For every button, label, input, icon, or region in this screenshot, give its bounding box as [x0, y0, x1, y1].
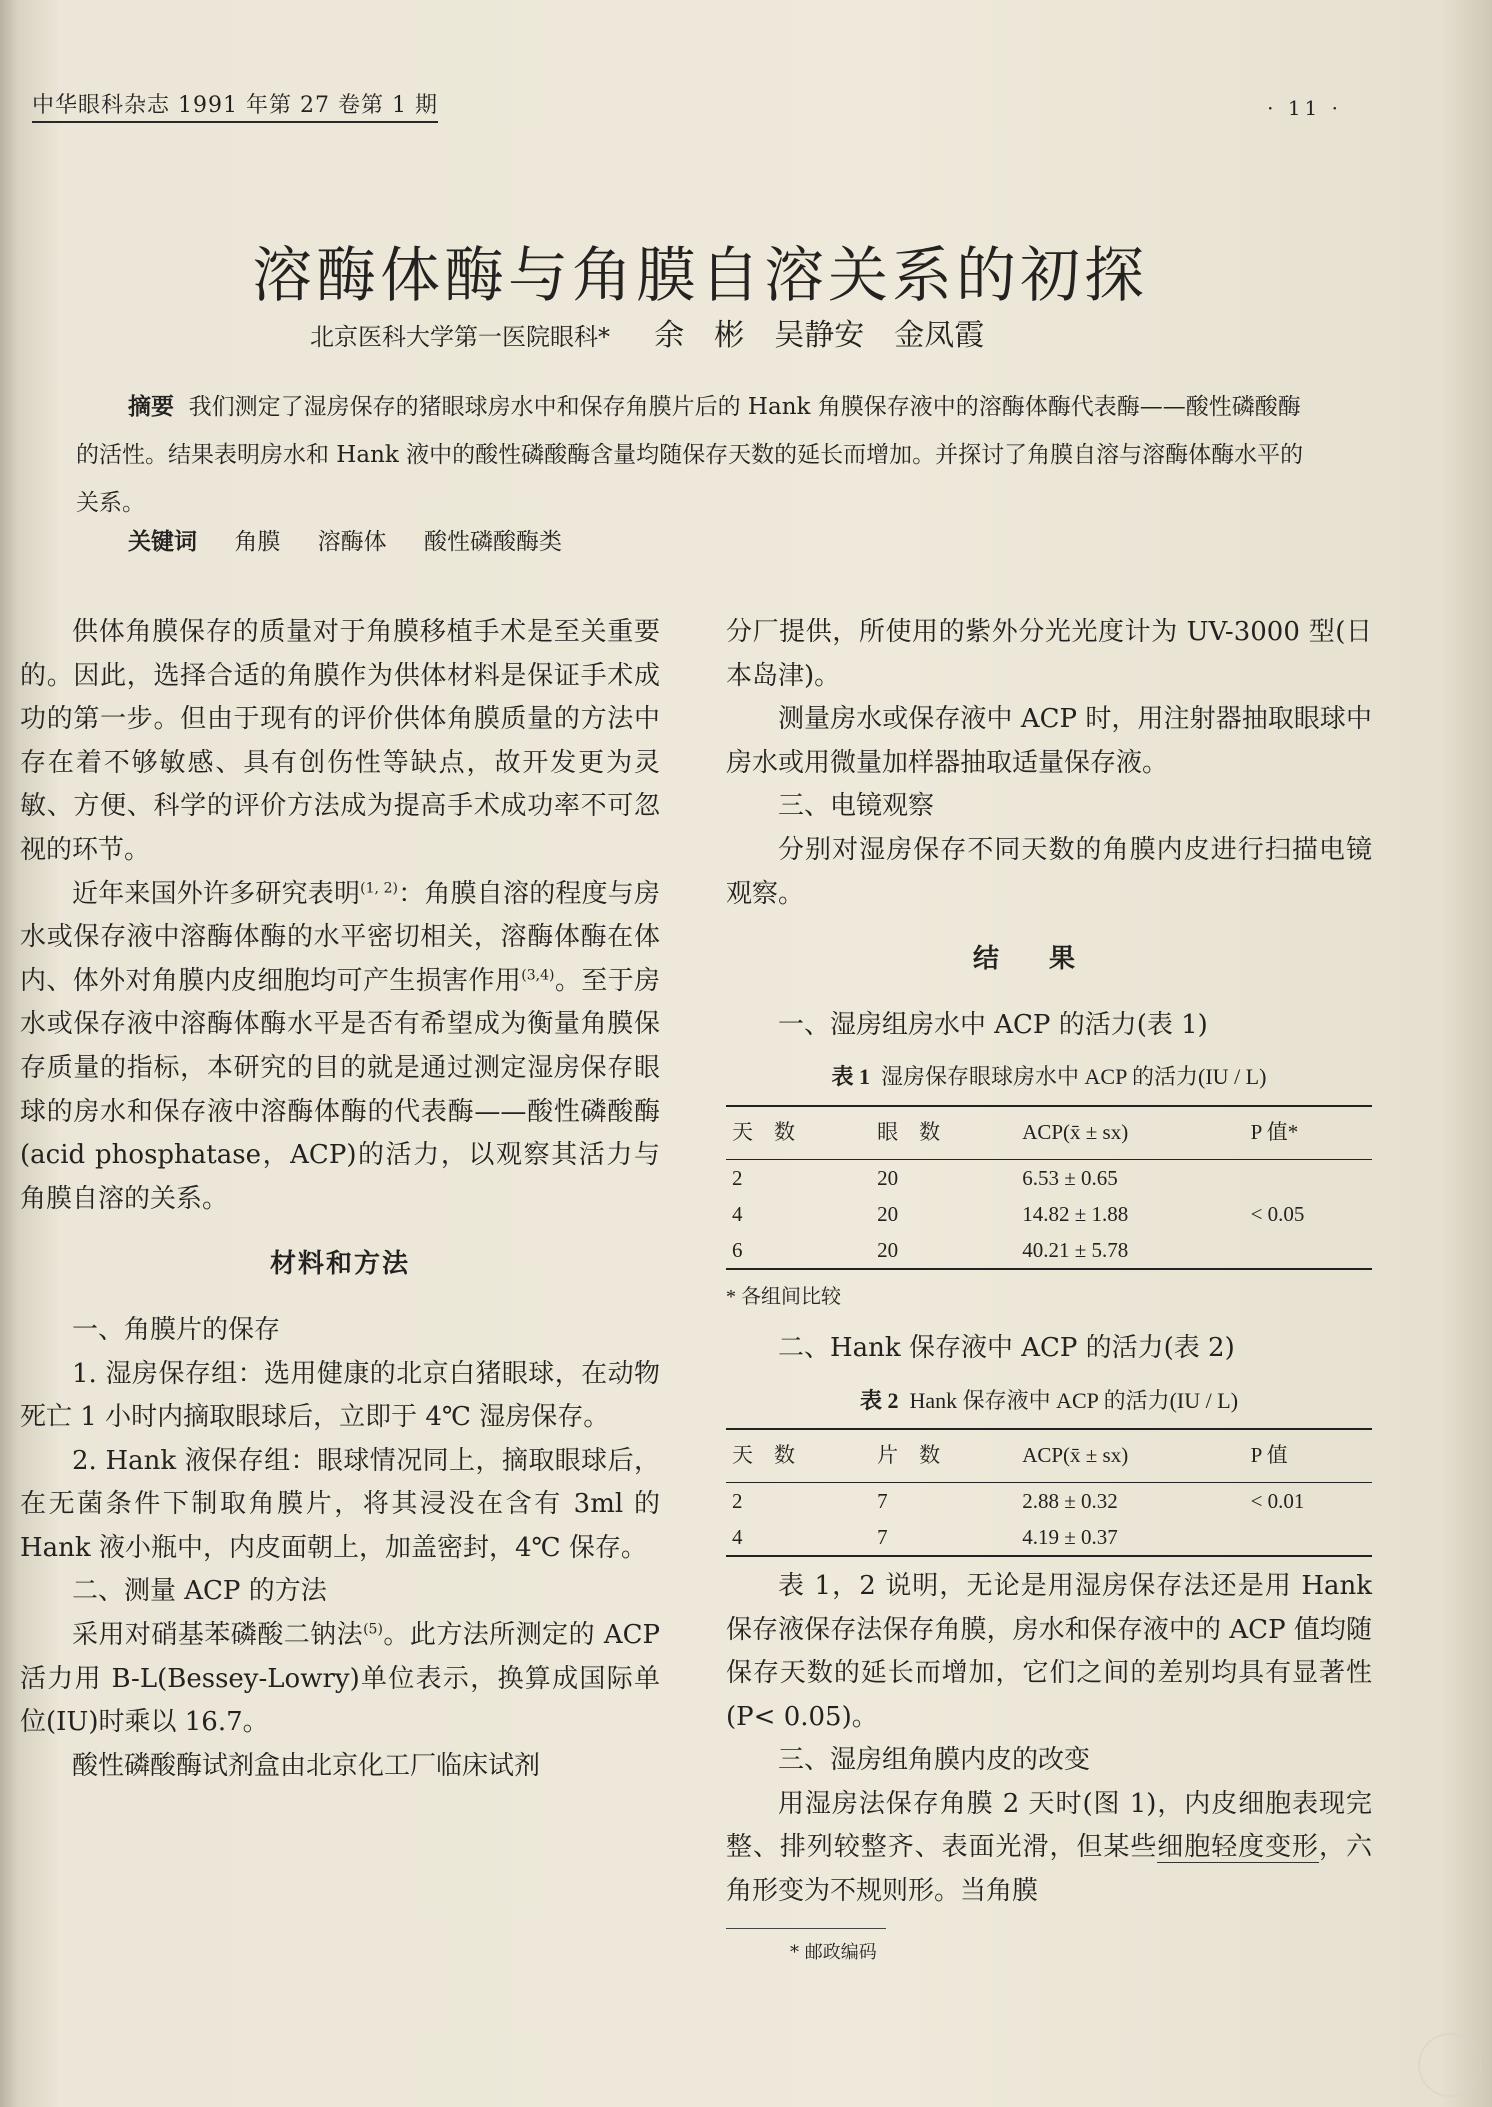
subsection-heading: 三、电镜观察 — [778, 791, 935, 822]
abstract-text: 我们测定了湿房保存的猪眼球房水中和保存角膜片后的 Hank 角膜保存液中的溶酶体酶代表酶——酸性磷酸酶的活性。结果表明房水和 Hank 液中的酸性磷酸酶含量均随保存天数的延长而增加。并探讨了角膜自溶与溶酶体酶水平的关系。 — [76, 394, 1304, 516]
subsection-heading: 一、角膜片的保存 — [72, 1314, 281, 1345]
methods-paragraph: 分厂提供，所使用的紫外分光光度计为 UV-3000 型(日本岛津)。 — [726, 617, 1372, 691]
intro-paragraph: 供体角膜保存的质量对于角膜移植手术是至关重要的。因此，选择合适的角膜作为供体材料是保证手术成功的第一步。但由于现有的评价供体角膜质量的方法中存在着不够敏感、具有创伤性等缺点，故开发更为灵敏、方便、科学的评价方法成为提高手术成功率不可忽视的环节。 — [20, 617, 660, 865]
results-paragraph: 表 1，2 说明，无论是用湿房保存法还是用 Hank 保存液保存法保存角膜，房水和保存液中的 ACP 值均随保存天数的延长而增加，它们之间的差别均具有显著性(P< 0.05)。 — [726, 1570, 1372, 1732]
methods-paragraph: 酸性磷酸酶试剂盒由北京化工厂临床试剂 — [72, 1750, 541, 1781]
table-header: P 值* — [1245, 1106, 1372, 1159]
table-header: 片 数 — [871, 1429, 1016, 1482]
table-header: P 值 — [1245, 1429, 1372, 1482]
footnote: * 邮政编码 — [790, 1942, 877, 1963]
subsection-heading: 三、湿房组角膜内皮的改变 — [778, 1745, 1091, 1776]
left-column — [20, 611, 660, 1788]
table-2 — [726, 1379, 1372, 1557]
table-header: 天 数 — [726, 1429, 871, 1482]
section-heading-results: 结果 — [972, 944, 1125, 975]
keyword: 酸性磷酸酶类 — [423, 529, 562, 555]
methods-paragraph: 分别对湿房保存不同天数的角膜内皮进行扫描电镜观察。 — [726, 834, 1372, 909]
table-row: 2 7 2.88 ± 0.32 < 0.01 — [732, 1488, 1305, 1513]
author-names: 余 彬 吴静安 金凤霞 — [654, 318, 985, 353]
section-heading-methods: 材料和方法 — [269, 1249, 410, 1280]
table-caption: 表 1 湿房保存眼球房水中 ACP 的活力(IU / L) — [831, 1064, 1267, 1090]
table-header: ACP(x̄ ± sx) — [1016, 1106, 1244, 1159]
table-1 — [726, 1055, 1372, 1319]
intro-paragraph: 近年来国外许多研究表明$^{(1, 2)}$：角膜自溶的程度与房水或保存液中溶酶体酶的水平密切相关，溶酶体酶在体内、体外对角膜内皮细胞均可产生损害作用$^{(3,4)}$。至于房水或保存液中溶酶体酶水平是否有希望成为衡量角膜保存质量的指标，本研究的目的就是通过测定湿房保存眼球的房水和保存液中溶酶体酶的代表酶——酸性磷酸酶(acid phosphatase，ACP)的活力，以观察其活力与角膜自溶的关系。 — [20, 878, 660, 1214]
article-title: 溶酶体酶与角膜自溶关系的初探 — [252, 241, 1148, 312]
keywords — [128, 523, 562, 556]
subsection-heading: 二、测量 ACP 的方法 — [72, 1576, 327, 1607]
journal-header: 中华眼科杂志 1991 年第 27 卷第 1 期 — [32, 88, 438, 123]
citation: (5) — [363, 1621, 383, 1638]
keyword: 溶酶体 — [317, 529, 387, 555]
table-row: 4 20 14.82 ± 1.88 < 0.05 — [732, 1201, 1305, 1226]
abstract — [76, 383, 1316, 527]
citation: (1, 2) — [360, 879, 399, 896]
keyword: 角膜 — [234, 529, 281, 555]
methods-paragraph: 1. 湿房保存组：选用健康的北京白猪眼球，在动物死亡 1 小时内摘取眼球后，立即于 4℃ 湿房保存。 — [20, 1358, 660, 1433]
methods-paragraph: 采用对硝基苯磷酸二钠法$^{(5)}$。此方法所测定的 ACP 活力用 B-L(Bessey-Lowry)单位表示，换算成国际单位(IU)时乘以 16.7。 — [20, 1620, 660, 1738]
subsection-heading: 一、湿房组房水中 ACP 的活力(表 1) — [778, 1009, 1208, 1040]
table-header: ACP(x̄ ± sx) — [1016, 1429, 1244, 1482]
abstract-label: 摘要 — [128, 393, 174, 420]
footnote-rule — [726, 1928, 886, 1929]
subsection-heading: 二、Hank 保存液中 ACP 的活力(表 2) — [778, 1333, 1235, 1364]
results-paragraph: 用湿房法保存角膜 2 天时(图 1)，内皮细胞表现完整、排列较整齐、表面光滑，但某些细胞轻度变形，六角形变为不规则形。当角膜 — [726, 1788, 1372, 1907]
table-row: 4 7 4.19 ± 0.37 — [726, 1519, 1372, 1556]
table-header: 眼 数 — [871, 1106, 1016, 1159]
page-number: · 11 · — [1267, 96, 1342, 120]
methods-paragraph: 2. Hank 液保存组：眼球情况同上，摘取眼球后，在无菌条件下制取角膜片，将其浸没在含有 3ml 的 Hank 液小瓶中，内皮面朝上，加盖密封，4℃ 保存。 — [20, 1445, 660, 1563]
right-column — [726, 611, 1372, 1914]
affiliation: 北京医科大学第一医院眼科* — [310, 323, 610, 351]
table-row: 2 20 6.53 ± 0.65 — [732, 1165, 1118, 1190]
table-note: * 各组间比较 — [726, 1285, 841, 1308]
table-caption: 表 2 Hank 保存液中 ACP 的活力(IU / L) — [859, 1387, 1239, 1413]
table-row: 6 20 40.21 ± 5.78 — [726, 1232, 1372, 1269]
table-header: 天 数 — [726, 1106, 871, 1159]
author-line — [310, 310, 984, 354]
citation: (3,4) — [521, 967, 555, 984]
methods-paragraph: 测量房水或保存液中 ACP 时，用注射器抽取眼球中房水或用微量加样器抽取适量保存液。 — [726, 704, 1372, 778]
underlined-text: 细胞轻度变形 — [1157, 1832, 1320, 1863]
watermark-stamp — [1418, 2033, 1482, 2097]
keywords-label: 关键词 — [128, 528, 197, 555]
